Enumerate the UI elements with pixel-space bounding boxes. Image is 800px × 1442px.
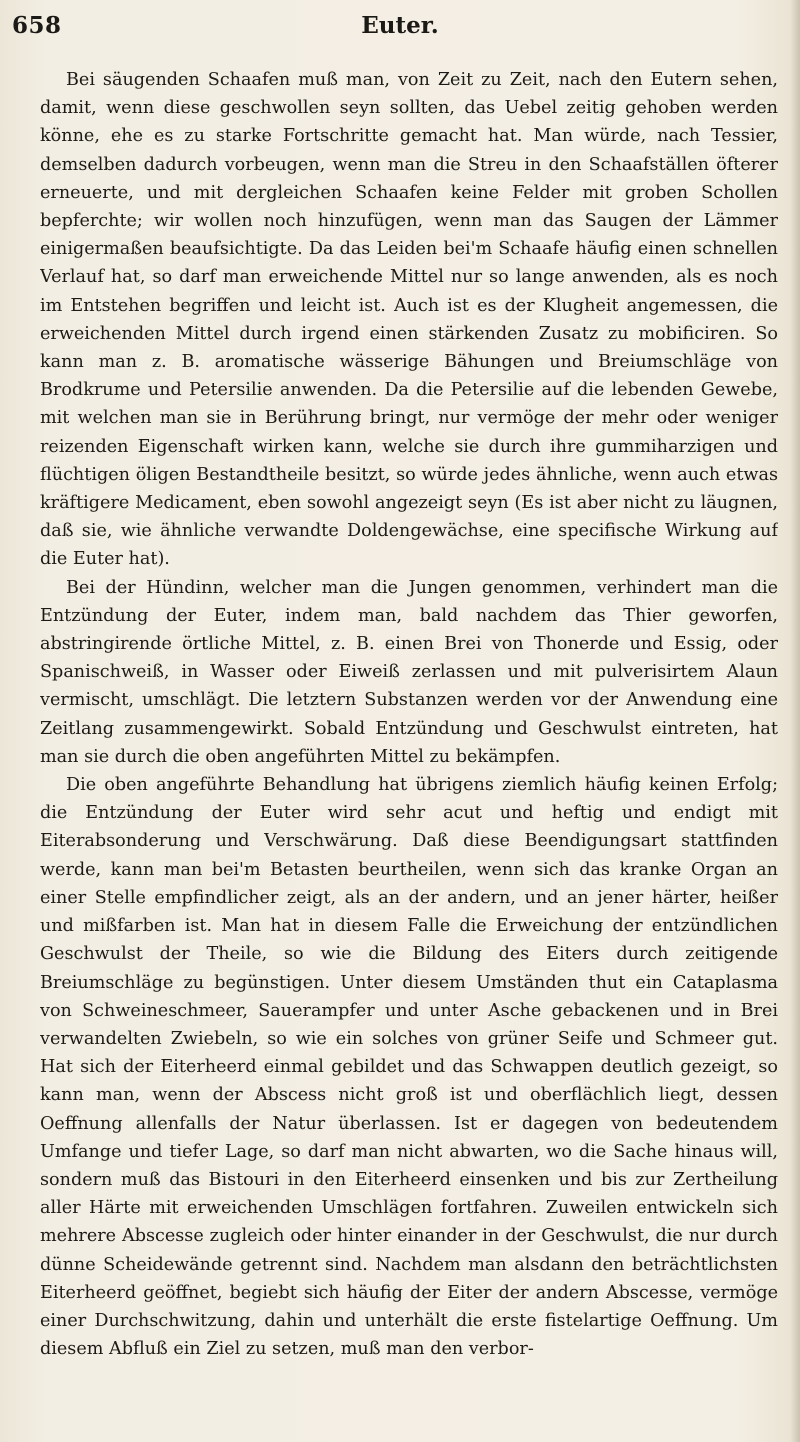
running-head: Euter. [361, 12, 439, 39]
page-header [12, 12, 788, 48]
paragraph: Bei säugenden Schaafen muß man, von Zeit zu Zeit, nach den Eutern sehen, damit, wenn diese geschwollen seyn sollten, das Uebel zeitig gehoben werden könne, ehe es zu starke Fortschritte gemacht hat. Man würde, nach Tessier, demselben dadurch vorbeugen, wenn man die Streu in den Schaafställen öfterer erneuerte, und mit dergleichen Schaafen keine Felder mit groben Schollen bepferchte; wir wollen noch hinzufügen, wenn man das Saugen der Lämmer einigermaßen beaufsichtigte. Da das Leiden bei'm Schaafe häufig einen schnellen Verlauf hat, so darf man erweichende Mittel nur so lange anwenden, als es noch im Entstehen begriffen und leicht ist. Auch ist es der Klugheit angemessen, die erweichenden Mittel durch irgend einen stärkenden Zusatz zu mobificiren. So kann man z. B. aromatische wässerige Bähungen und Breiumschläge von Brodkrume und Petersilie anwenden. Da die Petersilie auf die lebenden Gewebe, mit welchen man sie in Berührung bringt, nur vermöge der mehr oder weniger reizenden Eigenschaft wirken kann, welche sie durch ihre gummiharzigen und flüchtigen öligen Bestandtheile besitzt, so würde jedes ähnliche, wenn auch etwas kräftigere Medicament, eben sowohl angezeigt seyn (Es ist aber nicht zu läugnen, daß sie, wie ähnliche verwandte Doldengewächse, eine specifische Wirkung auf die Euter hat). [40, 70, 778, 570]
page-number: 658 [12, 12, 62, 39]
page-edge-shadow [790, 0, 800, 1442]
paragraph: Die oben angeführte Behandlung hat übrigens ziemlich häufig keinen Erfolg; die Entzündung der Euter wird sehr acut und heftig und endigt mit Eiterabsonderung und Verschwärung. Daß diese Beendigungsart stattfinden werde, kann man bei'm Betasten beurtheilen, wenn sich das kranke Organ an einer Stelle empfindlicher zeigt, als an der andern, und an jener härter, heißer und mißfarben ist. Man hat in diesem Falle die Erweichung der entzündlichen Geschwulst der Theile, so wie die Bildung des Eiters durch zeitigende Breiumschläge zu begünstigen. Unter diesem Umständen thut ein Cataplasma von Schweineschmeer, Sauerampfer und unter Asche gebackenen und in Brei verwandelten Zwiebeln, so wie ein solches von grüner Seife und Schmeer gut. Hat sich der Eiterheerd einmal gebildet und das Schwappen deutlich gezeigt, so kann man, wenn der Abscess nicht groß ist und oberflächlich liegt, dessen Oeffnung allenfalls der Natur überlassen. Ist er dagegen von bedeutendem Umfange und tiefer Lage, so darf man nicht abwarten, wo die Sache hinaus will, sondern muß das Bistouri in den Eiterheerd einsenken und bis zur Zertheilung aller Härte mit erweichenden Umschlägen fortfahren. Zuweilen entwickeln sich mehrere Abscesse zugleich oder hinter einander in der Geschwulst, die nur durch dünne Scheidewände getrennt sind. Nachdem man alsdann den beträchtlichsten Eiterheerd geöffnet, begiebt sich häufig der Eiter der andern Abscesse, vermöge einer Durchschwitzung, dahin und unterhält die erste fistelartige Oeffnung. Um diesem Abfluß ein Ziel zu setzen, muß man den verbor- [40, 775, 778, 1360]
body-text [40, 66, 778, 1432]
paragraph: Bei der Hündinn, welcher man die Jungen genommen, verhindert man die Entzündung der Euter, indem man, bald nachdem das Thier geworfen, abstringirende örtliche Mittel, z. B. einen Brei von Thonerde und Essig, oder Spanischweiß, in Wasser oder Eiweiß zerlassen und mit pulverisirtem Alaun vermischt, umschlägt. Die letztern Substanzen werden vor der Anwendung eine Zeitlang zusammengewirkt. Sobald Entzündung und Geschwulst eintreten, hat man sie durch die oben angeführten Mittel zu bekämpfen. [40, 577, 778, 767]
